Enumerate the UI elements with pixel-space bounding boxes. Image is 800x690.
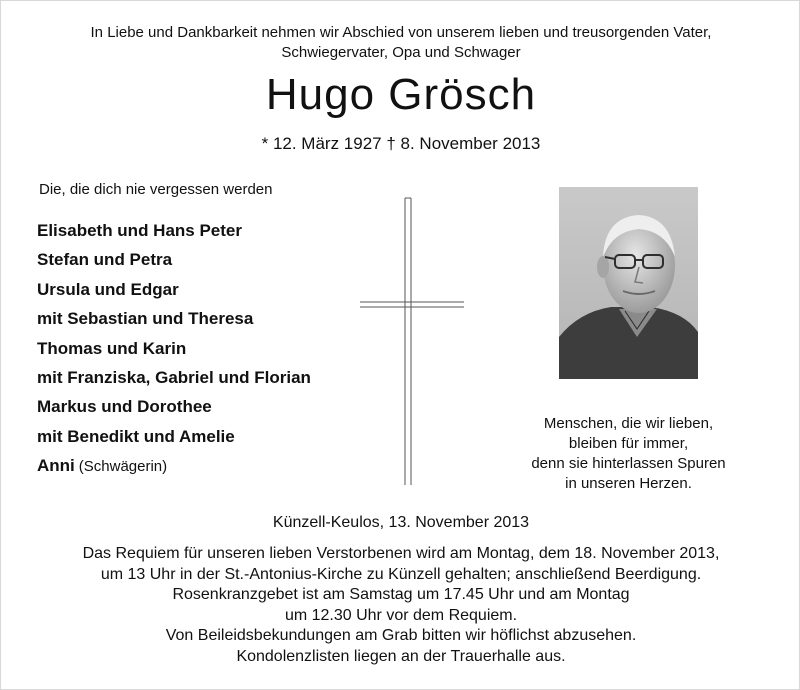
mourner-entry [37,216,311,245]
place-and-date: Künzell-Keulos, 13. November 2013 [272,514,530,531]
mourner-entry [37,275,311,304]
details-line: Kondolenzlisten liegen an der Trauerhalle aus. [236,647,566,665]
quote-line: Menschen, die wir lieben, [543,415,714,432]
mourner-entry [37,363,311,392]
mourner-name: Stefan und Petra [37,250,173,270]
details-line: um 13 Uhr in der St.-Antonius-Kirche zu Künzell gehalten; anschließend Beerdigung. [100,565,702,583]
details-line: Von Beileidsbekundungen am Grab bitten wir höflichst abzusehen. [165,627,637,645]
mourner-entry [37,422,311,451]
intro-line: In Liebe und Dankbarkeit nehmen wir Abschied von unserem lieben und treusorgenden Vater, [90,24,712,41]
mourner-name: mit Franziska, Gabriel und Florian [37,367,311,387]
details-line: Das Requiem für unseren lieben Verstorbenen wird am Montag, dem 18. November 2013, [82,545,720,562]
mourner-entry [37,245,311,274]
deceased-portrait-photo [559,187,698,379]
mourners-list [37,216,311,481]
memorial-quote [506,414,751,494]
mourner-entry [37,304,311,333]
mourner-note: (Schwägerin) [78,458,168,476]
mourners-intro: Die, die dich nie vergessen werden [39,181,273,198]
mourner-name: Thomas und Karin [37,338,187,358]
quote-line: bleiben für immer, [568,435,689,452]
funeral-details [1,544,800,668]
mourner-name: Markus und Dorothee [37,397,212,417]
deceased-name: Hugo Grösch [265,70,537,119]
intro-text [1,23,800,63]
mourner-entry [37,451,311,480]
mourner-name: Anni [37,456,75,476]
mourner-entry [37,334,311,363]
mourner-name: Elisabeth und Hans Peter [37,221,242,240]
mourner-name: mit Benedikt und Amelie [37,426,235,446]
mourner-name: Ursula und Edgar [37,279,179,299]
mourner-entry [37,392,311,421]
cross-icon [356,193,468,493]
details-line: Rosenkranzgebet ist am Samstag um 17.45 Uhr und am Montag [172,586,630,604]
details-line: um 12.30 Uhr vor dem Requiem. [284,606,518,624]
intro-line: Schwiegervater, Opa und Schwager [281,44,521,61]
quote-line: denn sie hinterlassen Spuren [531,455,726,472]
life-dates: * 12. März 1927 † 8. November 2013 [261,134,541,153]
quote-line: in unseren Herzen. [565,475,692,492]
mourner-name: mit Sebastian und Theresa [37,309,254,329]
